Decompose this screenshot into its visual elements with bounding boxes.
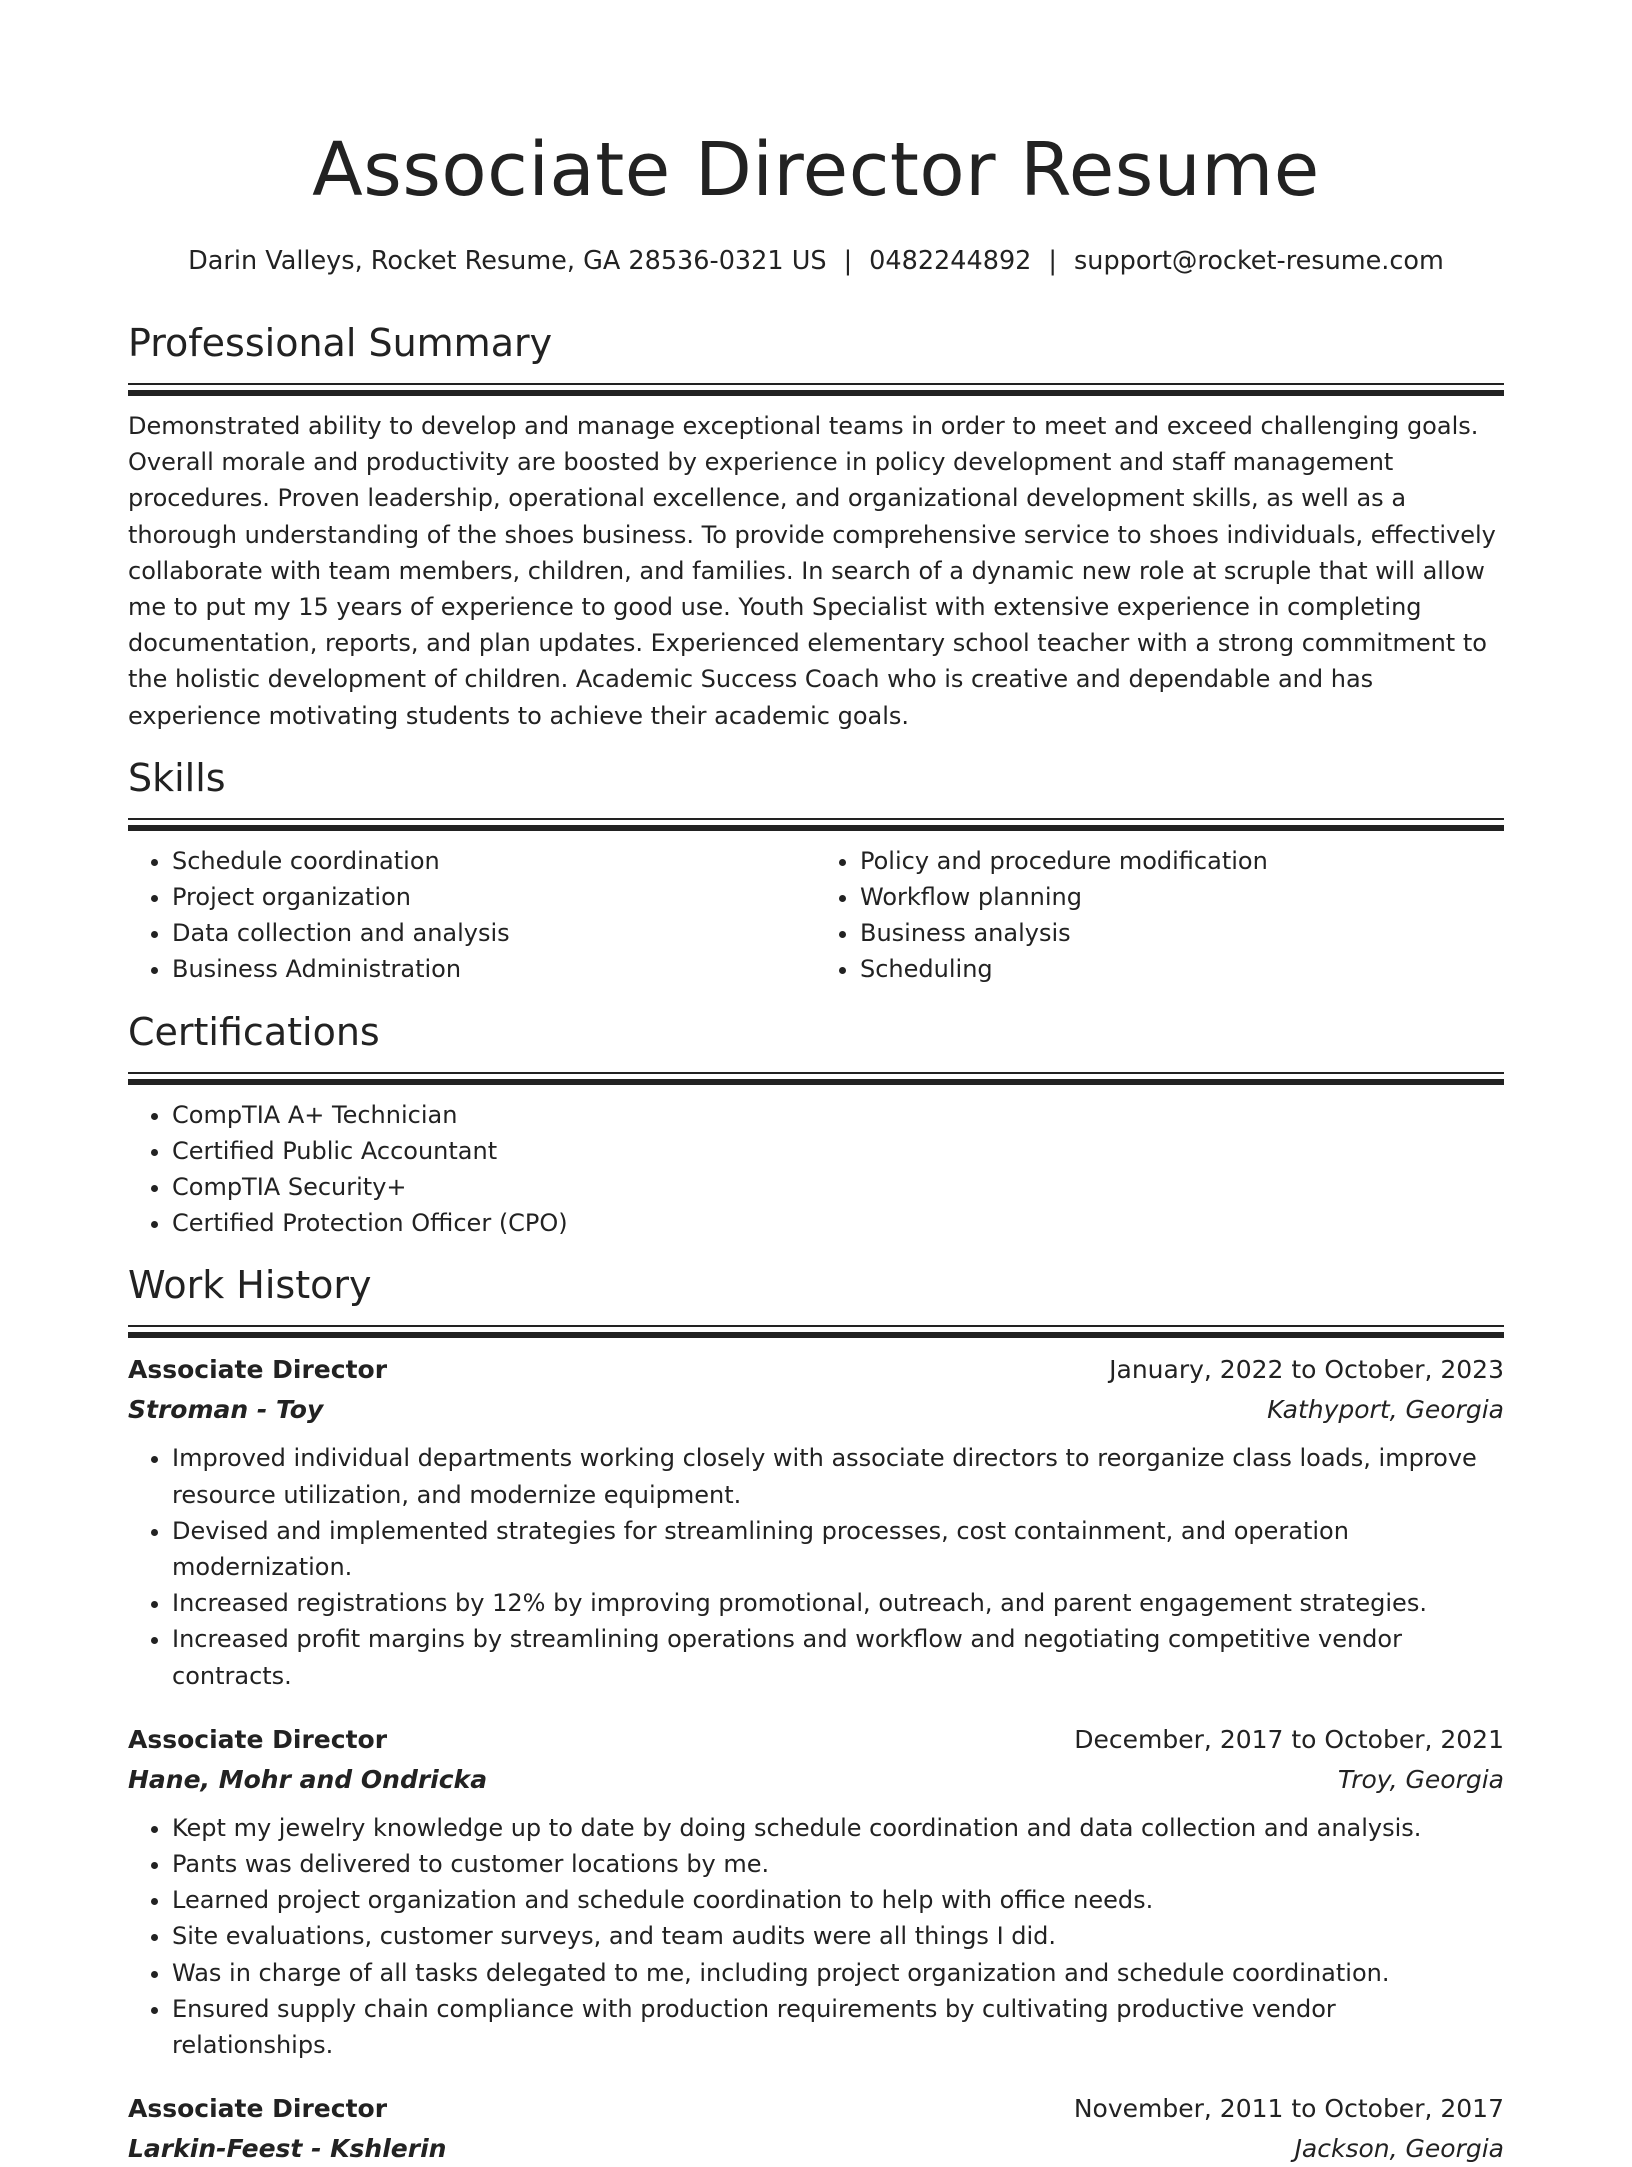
skill-item: • Project organization	[172, 879, 816, 915]
work-history-heading: Work History	[128, 1263, 372, 1308]
summary-text: Demonstrated ability to develop and manage exceptional teams in order to meet and exceed challenging goals. Overall morale and productivity are boosted by experience in policy development and staff management procedures. Proven leadership, operational excellence, and organizational development skills, as well as a thorough understanding of the shoes business. To provide comprehensive service to shoes individuals, effectively collaborate with team members, children, and families. In search of a dynamic new role at scruple that will allow me to put my 15 years of experience to good use. Youth Specialist with extensive experience in completing documentation, reports, and plan updates. Experienced elementary school teacher with a strong commitment to the holistic development of children. Academic Success Coach who is creative and dependable and has experience motivating students to achieve their academic goals.	[128, 412, 1496, 730]
skill-item: • Business Administration	[172, 951, 816, 987]
certification-item: • Certified Protection Officer (CPO)	[172, 1205, 1504, 1241]
job-company: Stroman - Toy	[128, 1395, 324, 1425]
skill-item: • Workflow planning	[860, 879, 1504, 915]
contact-line	[128, 244, 1504, 278]
job-title: Associate Director	[128, 1355, 388, 1385]
job-dates: November, 2011 to October, 2017	[1073, 2094, 1504, 2124]
certification-item: • CompTIA A+ Technician	[172, 1097, 1504, 1133]
job-location: Jackson, Georgia	[1294, 2134, 1504, 2164]
section-divider	[128, 383, 1504, 396]
job-bullets	[128, 1440, 1504, 1693]
job-bullet: • Site evaluations, customer surveys, and team audits were all things I did.	[172, 1918, 1504, 1954]
work-history-section	[128, 1261, 1504, 2167]
job-bullet: • Increased registrations by 12% by improving promotional, outreach, and parent engagement strategies.	[172, 1585, 1504, 1621]
resume-title: Associate Director Resume	[312, 127, 1320, 213]
job-entry	[128, 2091, 1504, 2167]
job-dates: January, 2022 to October, 2023	[1109, 1355, 1504, 1385]
job-bullet: • Kept my jewelry knowledge up to date by doing schedule coordination and data collection and analysis.	[172, 1810, 1504, 1846]
skills-columns	[128, 843, 1504, 988]
job-bullet: • Was in charge of all tasks delegated to me, including project organization and schedule coordination.	[172, 1955, 1504, 1991]
section-divider	[128, 818, 1504, 831]
job-company: Larkin-Feest - Kshlerin	[128, 2134, 447, 2164]
contact-email: support@rocket-resume.com	[1074, 246, 1444, 276]
contact-separator: |	[1048, 246, 1057, 276]
job-location: Troy, Georgia	[1337, 1764, 1504, 1794]
contact-address: Darin Valleys, Rocket Resume, GA 28536-0321 US	[188, 246, 827, 276]
job-bullets	[128, 1810, 1504, 2063]
certifications-list	[128, 1097, 1504, 1242]
job-company: Hane, Mohr and Ondricka	[128, 1764, 488, 1794]
job-bullet: • Learned project organization and schedule coordination to help with office needs.	[172, 1882, 1504, 1918]
skills-section	[128, 754, 1504, 988]
summary-heading: Professional Summary	[128, 321, 553, 365]
skills-heading: Skills	[128, 755, 226, 800]
certification-item: • Certified Public Accountant	[172, 1133, 1504, 1169]
job-bullet: • Improved individual departments working closely with associate directors to reorganize class loads, improve resource utilization, and modernize equipment.	[172, 1440, 1504, 1512]
job-entry	[128, 1352, 1504, 1693]
certifications-heading: Certifications	[128, 1009, 380, 1054]
job-bullet: • Ensured supply chain compliance with production requirements by cultivating productive vendor relationships.	[172, 1991, 1504, 2063]
certifications-section	[128, 1008, 1504, 1242]
job-title: Associate Director	[128, 2094, 388, 2124]
section-divider	[128, 1325, 1504, 1338]
skills-right-list	[816, 843, 1504, 988]
skills-left-list	[128, 843, 816, 988]
job-title: Associate Director	[128, 1724, 388, 1754]
job-dates: December, 2017 to October, 2021	[1074, 1724, 1504, 1754]
summary-section	[128, 319, 1504, 734]
job-location: Kathyport, Georgia	[1267, 1395, 1504, 1425]
skill-item: • Scheduling	[860, 951, 1504, 987]
job-bullet: • Devised and implemented strategies for streamlining processes, cost containment, and operation modernization.	[172, 1513, 1504, 1585]
job-bullet: • Pants was delivered to customer locations by me.	[172, 1846, 1504, 1882]
skill-item: • Data collection and analysis	[172, 915, 816, 951]
contact-phone: 0482244892	[869, 246, 1032, 276]
certification-item: • CompTIA Security+	[172, 1169, 1504, 1205]
section-divider	[128, 1072, 1504, 1085]
skill-item: • Business analysis	[860, 915, 1504, 951]
job-bullet: • Increased profit margins by streamlining operations and workflow and negotiating competitive vendor contracts.	[172, 1621, 1504, 1693]
job-entry	[128, 1722, 1504, 2063]
skill-item: • Policy and procedure modification	[860, 843, 1504, 879]
skill-item: • Schedule coordination	[172, 843, 816, 879]
contact-separator: |	[843, 246, 853, 276]
